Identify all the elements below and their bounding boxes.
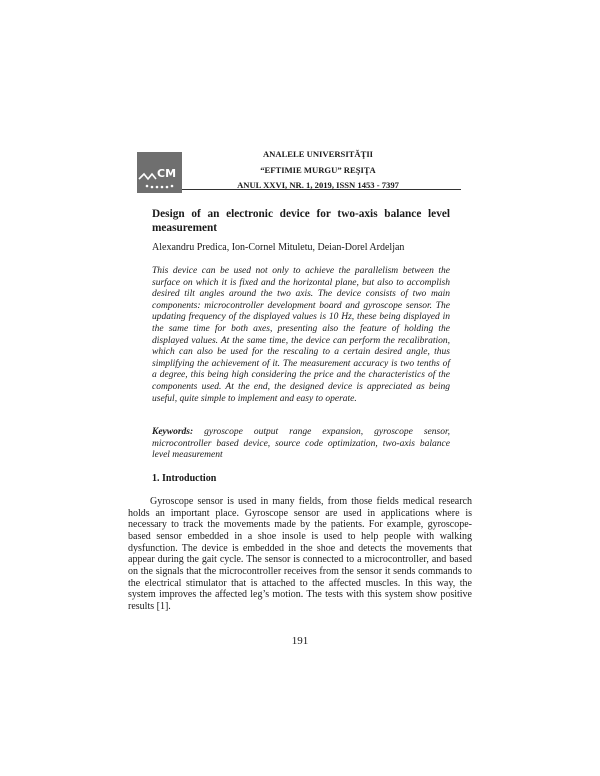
paper-title: Design of an electronic device for two-axis balance level measurement <box>152 208 450 234</box>
header-divider <box>182 189 461 190</box>
journal-name-line-2: “EFTIMIE MURGU” REŞIŢA <box>260 165 376 175</box>
section-heading-introduction: 1. Introduction <box>152 473 217 484</box>
abstract-text: This device can be used not only to achieve the parallelism between the surface on which it is fixed and the horizontal plane, but also to accomplish desired tilt angles around the two axis. The device consists of two main components: microcontroller development board and gyroscope sensor. The updating frequency of the displayed values is 10 Hz, these being displayed in the same time for both axes, presenting also the feature of holding the displayed values. At the same time, the device can perform the recalibration, which can also be used for the rescaling to a certain desired angle, thus simplifying the achievement of it. The measurement accuracy is two tenths of a degree, this being high considering the price and the characteristics of the components used. At the end, the designed device is appreciated as being useful, quite simple to implement and easy to operate. <box>152 266 450 404</box>
keywords-paragraph <box>152 427 450 462</box>
page-number: 191 <box>291 635 309 647</box>
introduction-body-text: Gyroscope sensor is used in many fields, from those fields medical research holds an important place. Gyroscope sensor are used in applications where is necessary to track the movements made by the patients. For example, gyroscope-based sensor embedded in a shoe insole is used to help people with walking dysfunction. The device is embedded in the shoe and detects the movements that appear during the gait cycle. The sensor is connected to a microcontroller, and based on the signals that the microcontroller receives from the sensor it sends commands to the electrical stimulator that is attached to the affected muscles. In this way, the system improves the affected leg’s motion. The tests with this system show positive results [1]. <box>128 496 472 612</box>
journal-name-line-1: ANALELE UNIVERSITĂŢII <box>262 149 374 159</box>
journal-issue-line: ANUL XXVI, NR. 1, 2019, ISSN 1453 - 7397 <box>237 180 399 190</box>
paper-authors: Alexandru Predica, Ion-Cornel Mituletu, Deian-Dorel Ardeljan <box>152 242 405 253</box>
keywords-text: gyroscope output range expansion, gyroscope sensor, microcontroller based device, source code optimization, two-axis balance level measurement <box>152 427 450 461</box>
university-logo-icon <box>137 152 182 193</box>
keywords-label: Keywords: <box>152 427 194 437</box>
logo-text: CM <box>157 167 177 180</box>
